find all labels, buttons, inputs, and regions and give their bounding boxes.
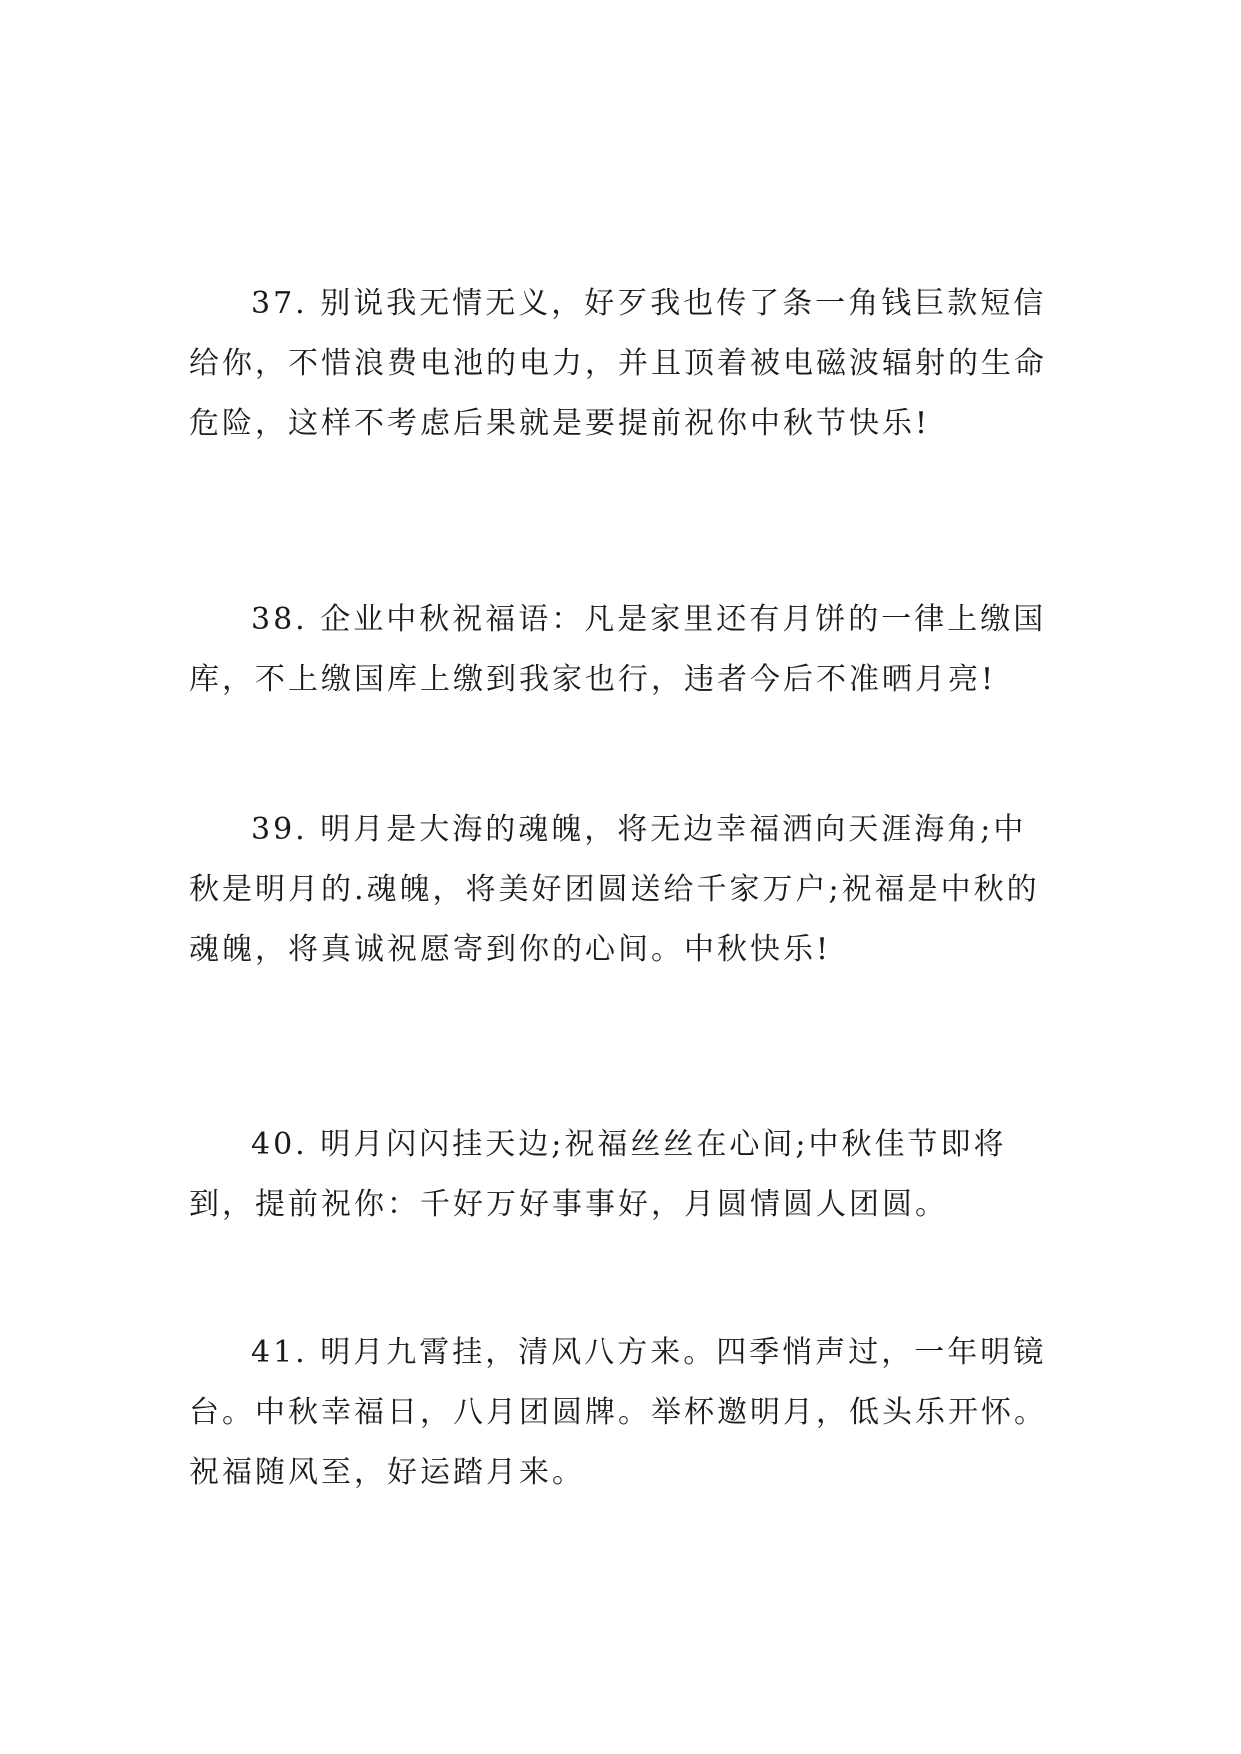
paragraph-38: 38. 企业中秋祝福语：凡是家里还有月饼的一律上缴国库，不上缴国库上缴到我家也行，违者今后不准晒月亮! [189, 602, 1047, 697]
paragraph-39: 39. 明月是大海的魂魄，将无边幸福洒向天涯海角;中秋是明月的.魂魄，将美好团圆送给千家万户;祝福是中秋的魂魄，将真诚祝愿寄到你的心间。中秋快乐! [189, 812, 1040, 967]
paragraph-41: 41. 明月九霄挂，清风八方来。四季悄声过，一年明镜台。中秋幸福日，八月团圆牌。举杯邀明月，低头乐开怀。祝福随风至，好运踏月来。 [189, 1335, 1047, 1490]
paragraph-40: 40. 明月闪闪挂天边;祝福丝丝在心间;中秋佳节即将到，提前祝你：千好万好事事好，月圆情圆人团圆。 [189, 1127, 1007, 1222]
paragraph-37: 37. 别说我无情无义，好歹我也传了条一角钱巨款短信给你，不惜浪费电池的电力，并且顶着被电磁波辐射的生命危险，这样不考虑后果就是要提前祝你中秋节快乐! [189, 286, 1047, 441]
